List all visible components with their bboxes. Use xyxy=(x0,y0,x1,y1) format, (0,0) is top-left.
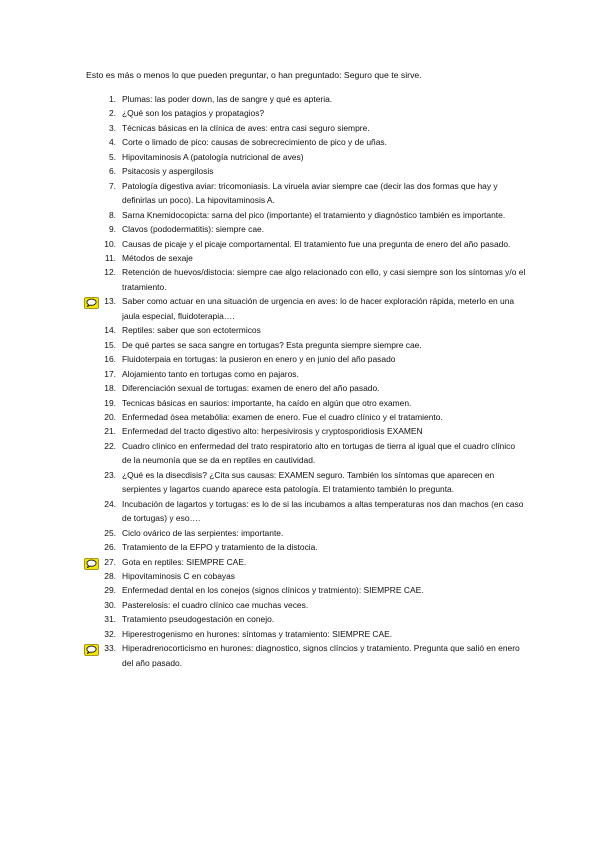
list-item xyxy=(86,424,526,438)
list-item xyxy=(86,92,526,106)
list-item xyxy=(86,150,526,164)
item-text: Gota en reptiles: SIEMPRE CAE. xyxy=(122,556,247,567)
list-item xyxy=(86,179,526,208)
item-number: 30. xyxy=(104,599,116,610)
list-item xyxy=(86,164,526,178)
question-list xyxy=(86,92,526,670)
item-number: 22. xyxy=(104,440,116,451)
item-number: 16. xyxy=(104,354,116,365)
item-number: 21. xyxy=(104,426,116,437)
item-number: 23. xyxy=(104,469,116,480)
list-item xyxy=(86,121,526,135)
item-text: Pasterelosis: el cuadro clínico cae muchas veces. xyxy=(122,599,309,610)
item-number: 20. xyxy=(104,411,116,422)
list-item xyxy=(86,106,526,120)
item-text: Causas de picaje y el picaje comportamental. El tratamiento fue una pregunta de enero del año pasado. xyxy=(122,238,511,249)
item-number: 11. xyxy=(104,252,116,263)
item-number: 33. xyxy=(104,643,116,654)
item-number: 29. xyxy=(104,585,116,596)
item-text: Tecnicas básicas en saurios: importante, ha caído en algún que otro examen. xyxy=(122,397,412,408)
item-number: 19. xyxy=(104,397,116,408)
item-text: Hipovitaminosis C en cobayas xyxy=(122,570,236,581)
item-number: 28. xyxy=(104,570,116,581)
list-item xyxy=(86,569,526,583)
item-text: Hipovitaminosis A (patología nutricional de aves) xyxy=(122,151,304,162)
item-number: 13. xyxy=(104,296,116,307)
list-item xyxy=(86,468,526,497)
item-number: 4. xyxy=(108,137,116,148)
list-item xyxy=(86,208,526,222)
item-text: Patología digestiva aviar: tricomoniasis. La viruela aviar siempre cae (decir las dos formas que hay y definirlas un poco). La hipovitaminosis A. xyxy=(122,180,498,206)
list-item xyxy=(86,540,526,554)
item-text: ¿Qué son los patagios y propatagios? xyxy=(122,108,265,119)
item-number: 2. xyxy=(108,108,116,119)
list-item xyxy=(86,439,526,468)
list-item xyxy=(86,612,526,626)
item-number: 25. xyxy=(104,527,116,538)
item-text: Tratamiento de la EFPO y tratamiento de la distocia. xyxy=(122,542,318,553)
list-item xyxy=(86,367,526,381)
item-text: Hiperadrenocorticismo en hurones: diagnostico, signos clíncios y tratamiento. Pregunta que salió en enero del año pasado. xyxy=(122,643,520,668)
item-text: Fluidoterpaia en tortugas: la pusieron en enero y en junio del año pasado xyxy=(122,354,396,365)
item-text: Tratamiento pseudogestación en conejo. xyxy=(122,614,275,625)
item-text: Hiperestrogenismo en hurones: síntomas y tratamiento: SIEMPRE CAE. xyxy=(122,628,393,639)
item-number: 14. xyxy=(104,325,116,336)
item-number: 9. xyxy=(108,224,116,235)
list-item xyxy=(86,265,526,294)
item-text: Reptiles: saber que son ectotermicos xyxy=(122,325,261,336)
list-item xyxy=(86,237,526,251)
list-item xyxy=(86,627,526,641)
item-text: Retención de huevos/distocia: siempre cae algo relacionado con ello, y casi siempre son los síntomas y/o el tratamiento. xyxy=(122,267,526,292)
item-number: 8. xyxy=(108,209,116,220)
item-number: 5. xyxy=(108,151,116,162)
list-item xyxy=(86,555,526,569)
item-number: 10. xyxy=(104,238,116,249)
item-number: 1. xyxy=(108,94,116,104)
list-item xyxy=(86,641,526,670)
list-item xyxy=(86,598,526,612)
item-number: 26. xyxy=(104,542,116,553)
list-item xyxy=(86,497,526,526)
list-item xyxy=(86,323,526,337)
item-text: Diferenciación sexual de tortugas: examen de enero del año pasado. xyxy=(122,383,380,394)
item-text: Sarna Knemidocopicta: sarna del pico (importante) el tratamiento y diagnóstico también es importante. xyxy=(122,209,506,220)
item-text: Clavos (pododermatitis): siempre cae. xyxy=(122,224,265,235)
item-text: ¿Qué es la disecdisis? ¿Cita sus causas: EXAMEN seguro. También los síntomas que aparecen en serpientes y lagartos cuando aparece esta patología. El tratamiento también lo pregunta. xyxy=(122,469,495,495)
item-text: Incubación de lagartos y tortugas: es lo de si las incubamos a altas temperaturas nos dan machos (en caso de tortugas) y eso…. xyxy=(122,498,524,524)
item-text: Enfermedad dental en los conejos (signos clínicos y tratmiento): SIEMPRE CAE. xyxy=(122,585,424,596)
item-text: Cuadro clínico en enfermedad del trato respiratorio alto en tortugas de tierra al igual que el cuadro clínico de la neumonía que se da en reptiles en cautividad. xyxy=(122,440,516,466)
item-text: Corte o limado de pico: causas de sobrecrecimiento de pico y de uñas. xyxy=(122,137,387,148)
item-number: 6. xyxy=(108,166,116,177)
item-number: 12. xyxy=(104,267,116,278)
item-text: Enfermedad ósea metabólia: examen de enero. Fue el cuadro clínico y el tratamiento. xyxy=(122,411,443,422)
item-number: 7. xyxy=(108,180,116,191)
item-number: 27. xyxy=(104,556,116,567)
item-text: Saber como actuar en una situación de urgencia en aves: lo de hacer exploración rápida, meterlo en una jaula especial, fluidoterapia…. xyxy=(122,296,515,321)
list-item xyxy=(86,251,526,265)
item-number: 17. xyxy=(104,368,116,379)
item-text: Plumas: las poder down, las de sangre y qué es apteria. xyxy=(122,94,333,104)
list-item xyxy=(86,294,526,323)
list-item xyxy=(86,526,526,540)
item-number: 18. xyxy=(104,383,116,394)
item-text: Ciclo ovárico de las serpientes: importante. xyxy=(122,527,284,538)
list-item xyxy=(86,352,526,366)
item-text: Psitacosis y aspergilosis xyxy=(122,166,214,177)
item-number: 15. xyxy=(104,339,116,350)
list-item xyxy=(86,583,526,597)
list-item xyxy=(86,338,526,352)
list-item xyxy=(86,396,526,410)
item-text: Alojamiento tanto en tortugas como en pajaros. xyxy=(122,368,299,379)
item-number: 32. xyxy=(104,628,116,639)
item-number: 24. xyxy=(104,498,116,509)
item-number: 3. xyxy=(108,122,116,133)
item-text: Métodos de sexaje xyxy=(122,252,193,263)
list-item xyxy=(86,381,526,395)
item-text: Enfermedad del tracto digestivo alto: herpesivirosis y cryptosporidiosis EXAMEN xyxy=(122,426,423,437)
item-text: Técnicas básicas en la clínica de aves: entra casi seguro siempre. xyxy=(122,122,370,133)
list-item xyxy=(86,222,526,236)
item-text: De qué partes se saca sangre en tortugas? Esta pregunta siempre siempre cae. xyxy=(122,339,422,350)
list-item xyxy=(86,135,526,149)
list-item xyxy=(86,410,526,424)
item-number: 31. xyxy=(104,614,116,625)
intro-text: Esto es más o menos lo que pueden preguntar, o han preguntado: Seguro que te sirve. xyxy=(86,70,422,80)
